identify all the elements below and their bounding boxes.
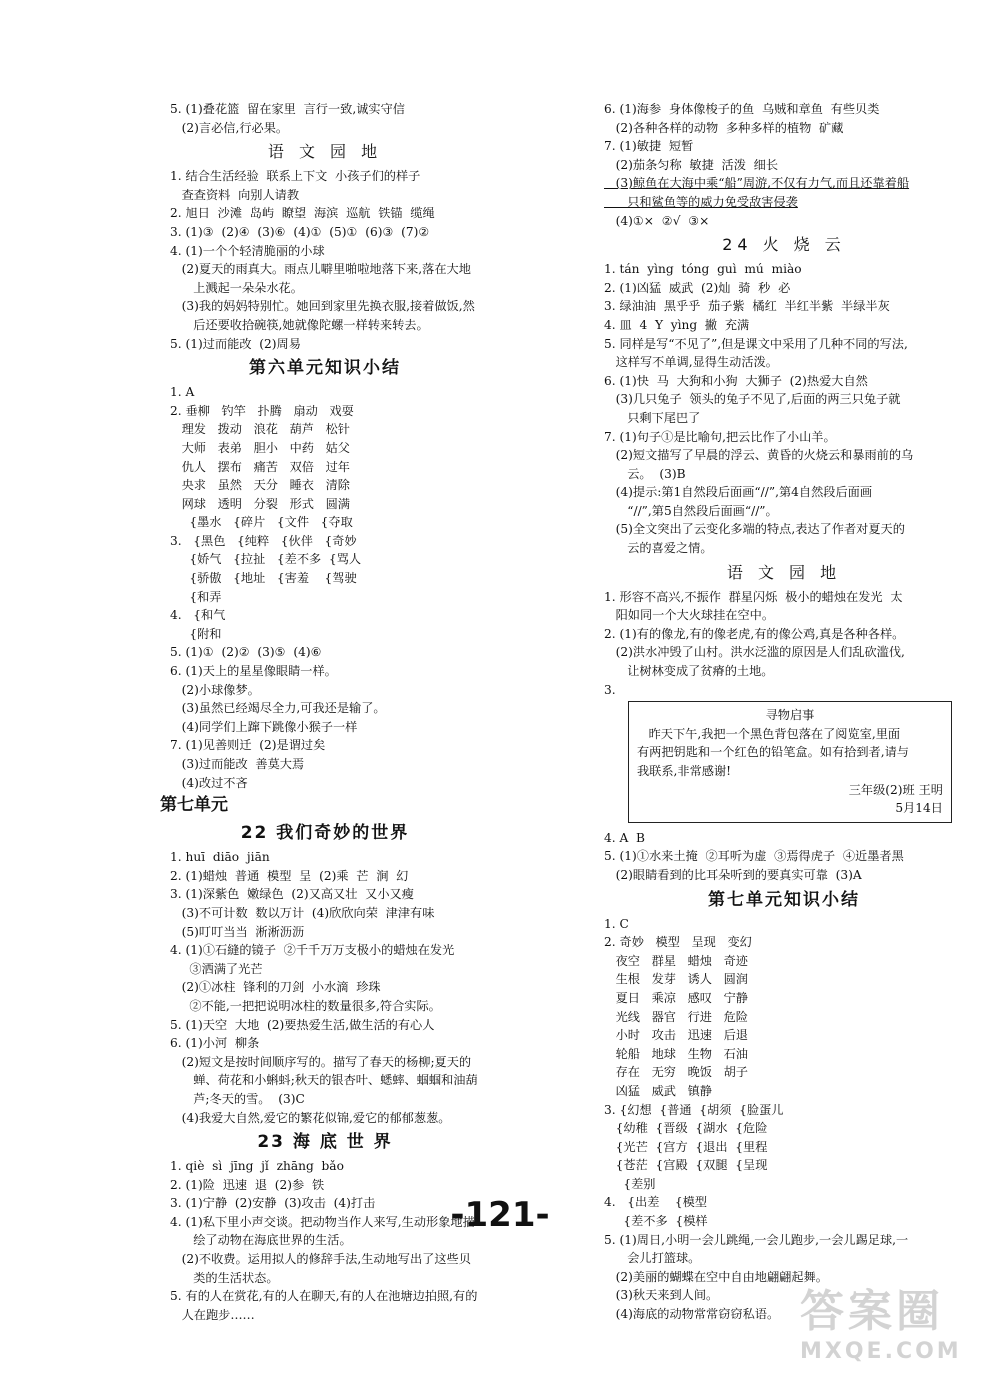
answer-line: 2. (1)蜡烛 普通 模型 呈 (2)乘 芒 涧 幻 <box>170 868 409 883</box>
answer-line: 4. (1)①石縫的镜子 ②千千万万支极小的蜡烛在发光 <box>170 943 455 958</box>
answer-line: 夜空 群星 蜡烛 奇迹 <box>604 953 748 968</box>
section-title: 22 我们奇妙的世界 <box>240 823 410 844</box>
answer-line: 人在跑步…… <box>170 1307 255 1322</box>
answer-line: (3)过而能改 善莫大焉 <box>170 757 305 771</box>
left-answer-column <box>160 100 480 1324</box>
answer-line: ③洒满了光芒 <box>170 961 263 976</box>
answer-line: (2)夏天的雨真大。雨点儿噼里啪啦地落下来,落在大地 <box>170 262 471 277</box>
answer-line: (2)眼睛看到的比耳朵听到的要真实可靠 (3)A <box>604 867 862 882</box>
notice-body-line: 昨天下午,我把一个黑色背包落在了阅览室,里面 <box>637 726 901 741</box>
lost-item-notice <box>628 701 952 823</box>
answer-line: (2)美丽的蝴蝶在空中自由地翩翩起舞。 <box>604 1269 828 1284</box>
answer-line: 1. A <box>170 385 195 400</box>
answer-line: 1. 形容不高兴,不振作 群星闪烁 极小的蜡烛在发光 太 <box>604 589 903 604</box>
answer-line: 蝉、荷花和小蝌蚪;秋天的银杏叶、蟋蟀、蝈蝈和油葫 <box>170 1073 478 1088</box>
answer-line: 上溅起一朵朵水花。 <box>170 280 303 295</box>
answer-line: 1. 结合生活经验 联系上下文 小孩子们的样子 <box>170 169 421 184</box>
answer-line: {和弄 <box>170 589 222 604</box>
answer-line: (4)海底的动物常常窃窃私语。 <box>604 1307 780 1322</box>
answer-line: 阳如同一个大火球挂在空中。 <box>604 608 775 623</box>
answer-line: 6. (1)快 马 大狗和小狗 大狮子 (2)热爱大自然 <box>604 373 868 388</box>
notice-body-line: 我联系,非常感谢! <box>637 764 732 778</box>
answer-line: (2)小球像梦。 <box>170 682 260 697</box>
answer-line: 1. qiè sì jīng jǐ zhāng bǎo <box>170 1159 344 1174</box>
answer-line: 2. 奇妙 模型 呈现 变幻 <box>604 935 752 950</box>
answer-line: 3. (1)③ (2)④ (3)⑥ (4)① (5)① (6)③ (7)② <box>170 224 430 239</box>
answer-line: 5. (1)① (2)② (3)⑤ (4)⑥ <box>170 645 322 660</box>
answer-line: (3)虽然已经竭尽全力,可我还是输了。 <box>170 701 386 716</box>
section-title: 语 文 园 地 <box>726 562 842 582</box>
answer-line: 5. (1)①水来土掩 ②耳听为虚 ③焉得虎子 ④近墨者黑 <box>604 849 904 864</box>
answer-line: 生根 发芽 诱人 圆润 <box>604 972 748 987</box>
answer-line: (3)鲸鱼在大海中乘“船”周游,不仅有力气,而且还靠着船 <box>604 176 910 191</box>
answer-line: (5)叮叮当当 淅淅沥沥 <box>170 924 305 939</box>
answer-line: 3. (1)宁静 (2)安静 (3)攻击 (4)打击 <box>170 1196 376 1211</box>
answer-line: (3)我的妈妈特别忙。她回到家里先换衣服,接着做饭,然 <box>170 299 475 314</box>
answer-line: (4)①× ②√ ③× <box>604 213 710 228</box>
answer-line: 4. 皿 4 Y yìng 撇 充满 <box>604 317 750 332</box>
answer-line: 6. (1)天上的星星像眼睛一样。 <box>170 664 337 679</box>
page-number: -121- <box>450 1195 550 1235</box>
answer-line: (2)各种各样的动物 多种多样的植物 矿藏 <box>604 120 844 135</box>
answer-line: 云。 (3)B <box>604 466 686 481</box>
answer-line: 大师 表弟 胆小 中药 姑父 <box>170 440 350 455</box>
answer-line: {差不多 {模样 <box>604 1214 708 1229</box>
answer-line: 1. C <box>604 916 629 931</box>
answer-line: 4. A B <box>604 830 646 845</box>
section-title: 23 海 底 世 界 <box>257 1132 393 1153</box>
answer-line: 7. (1)敏捷 短暂 <box>604 139 694 154</box>
section-title: 语 文 园 地 <box>267 142 383 162</box>
answer-line: (2)茄条匀称 敏捷 活泼 细长 <box>604 157 779 172</box>
answer-line: 后还要收拾碗筷,她就像陀螺一样转来转去。 <box>170 317 429 332</box>
answer-line: 小时 攻击 迅速 后退 <box>604 1028 748 1043</box>
answer-line: 3. (1)深紫色 嫩绿色 (2)又高又壮 又小又瘦 <box>170 887 414 902</box>
answer-line: 轮船 地球 生物 石油 <box>604 1046 748 1061</box>
answer-line: 5. (1)叠花篮 留在家里 言行一致,诚实守信 <box>170 102 405 116</box>
section-title: 第六单元知识小结 <box>249 358 401 379</box>
unit-heading: 第七单元 <box>160 795 228 816</box>
answer-line: 会儿打篮球。 <box>604 1251 701 1266</box>
answer-line: 6. (1)小河 柳条 <box>170 1036 260 1051</box>
answer-line: (2)短文是按时间顺序写的。描写了春天的杨柳;夏天的 <box>170 1054 472 1069</box>
answer-line: 4. (1)一个个轻清脆丽的小球 <box>170 243 325 258</box>
answer-line: 云的喜爱之情。 <box>604 541 713 556</box>
answer-line: 2. 旭日 沙滩 岛屿 瞭望 海滨 巡航 铁锚 缆绳 <box>170 206 435 221</box>
answer-line: 只和鲨鱼等的威力免受敌害侵袭 <box>604 194 798 209</box>
answer-line: 2. (1)凶猛 威武 (2)灿 骑 秒 必 <box>604 280 791 295</box>
answer-line: {附和 <box>170 626 222 641</box>
answer-line: (4)我爱大自然,爱它的繁花似锦,爱它的郁郁葱葱。 <box>170 1110 451 1125</box>
answer-line: 理发 拨动 浪花 葫芦 松针 <box>170 422 350 437</box>
answer-line: {娇气 {拉扯 {差不多 {骂人 <box>170 552 362 567</box>
answer-line: 6. (1)海参 身体像梭子的鱼 乌贼和章鱼 有些贝类 <box>604 102 880 116</box>
answer-line: 夏日 乘凉 感叹 宁静 <box>604 990 748 1005</box>
answer-line: 7. (1)句子①是比喻句,把云比作了小山羊。 <box>604 429 836 444</box>
answer-line: (4)同学们上蹿下跳像小猴子一样 <box>170 719 358 734</box>
answer-line: 3. {幻想 {普通 {胡须 {脸蛋儿 <box>604 1102 784 1117</box>
notice-body-line: 有两把钥匙和一个红色的铅笔盒。如有拾到者,请与 <box>637 745 909 760</box>
answer-line: 5. (1)天空 大地 (2)要热爱生活,做生活的有心人 <box>170 1017 435 1032</box>
answer-line: 凶猛 威武 镇静 <box>604 1083 712 1098</box>
answer-line: 3. 绿油油 黑乎乎 茄子紫 橘红 半红半紫 半绿半灰 <box>604 299 890 314</box>
answer-line: {幼稚 {晋级 {湖水 {危险 <box>604 1121 768 1136</box>
answer-line: 芦;冬天的雪。 (3)C <box>170 1091 305 1106</box>
answer-line: 网球 透明 分裂 形式 圆满 <box>170 496 350 511</box>
answer-line: 存在 无穷 晚饭 胡子 <box>604 1065 748 1080</box>
answer-line: {墨水 {碎片 {文件 {夺取 <box>170 515 353 530</box>
notice-signature: 三年级(2)班 王明 <box>848 782 943 797</box>
answer-line: 5. (1)周日,小明一会儿跳绳,一会儿跑步,一会儿踢足球,一 <box>604 1232 909 1247</box>
answer-line: 7. (1)见善则迁 (2)是谓过矣 <box>170 738 326 753</box>
answer-line: (2)洪水冲毁了山村。洪水泛滥的原因是人们乱砍滥伐, <box>604 645 905 660</box>
answer-line: “//”,第5自然段后面画“//”。 <box>604 503 778 518</box>
answer-line: 类的生活状态。 <box>170 1270 279 1285</box>
answer-line: 1. tán yìng tóng guì mú miào <box>604 262 802 277</box>
answer-line: {光芒 {宫方 {退出 {里程 <box>604 1139 768 1154</box>
answer-line: 2. (1)有的像龙,有的像老虎,有的像公鸡,真是各种各样。 <box>604 626 905 641</box>
answer-line: (2)不收费。运用拟人的修辞手法,生动地写出了这些贝 <box>170 1252 471 1267</box>
answer-line: 让树林变成了贫瘠的土地。 <box>604 664 774 679</box>
answer-line: (3)秋天来到人间。 <box>604 1288 719 1303</box>
right-answer-column <box>604 100 964 1324</box>
answer-line: 1. huī diāo jiān <box>170 850 270 865</box>
answer-line: (2)短文描写了早晨的浮云、黄昏的火烧云和暴雨前的乌 <box>604 448 914 463</box>
answer-line: (2)①冰柱 锋利的刀剑 小水滴 珍珠 <box>170 980 381 995</box>
section-title: 24 火 烧 云 <box>722 235 846 255</box>
notice-date: 5月14日 <box>895 801 943 816</box>
answer-line: (4)改过不吝 <box>170 775 248 790</box>
answer-line: 这样写不单调,显得生动活泼。 <box>604 355 778 370</box>
answer-line: 2. 垂柳 钓竿 扑腾 扇动 戏耍 <box>170 403 354 418</box>
answer-line: {骄傲 {地址 {害羞 {驾驶 <box>170 571 357 586</box>
answer-line: 央求 虽然 天分 睡衣 清除 <box>170 478 350 493</box>
answer-line: 5. (1)过而能改 (2)周易 <box>170 336 301 351</box>
answer-line: (4)提示:第1自然段后面画“//”,第4自然段后面画 <box>604 485 873 500</box>
answer-line: {苍茫 {宫殿 {双腿 {呈现 <box>604 1158 768 1173</box>
answer-line: 5. 同样是写“不见了”,但是课文中采用了几种不同的写法, <box>604 336 908 351</box>
answer-line: 仇人 摆布 痛苦 双倍 过年 <box>170 459 350 474</box>
answer-line: 4. {和气 <box>170 608 226 623</box>
answer-line: 绘了动物在海底世界的生活。 <box>170 1233 352 1248</box>
question-label: 3. <box>604 682 616 697</box>
answer-line: 2. (1)险 迅速 退 (2)参 铁 <box>170 1177 325 1192</box>
answer-line: {差别 <box>604 1176 656 1191</box>
answer-line: 5. 有的人在赏花,有的人在聊天,有的人在池塘边拍照,有的 <box>170 1289 478 1304</box>
watermark-logo <box>800 1275 990 1383</box>
answer-line: 只剩下尾巴了 <box>604 410 701 425</box>
watermark-top: 答案圈 <box>800 1286 944 1337</box>
answer-line: 4. (1)私下里小声交谈。把动物当作人来写,生动形象地描 <box>170 1214 475 1229</box>
answer-line: (2)言必信,行必果。 <box>170 120 289 135</box>
section-title: 第七单元知识小结 <box>708 889 860 910</box>
notice-title: 寻物启事 <box>765 708 815 723</box>
answer-line: 查查资料 向别人请教 <box>170 187 300 202</box>
answer-line: 4. {出差 {模型 <box>604 1195 708 1210</box>
answer-line: ②不能,一把把说明冰柱的数量很多,符合实际。 <box>170 998 441 1013</box>
answer-line: 光线 器官 行进 危险 <box>604 1009 748 1024</box>
answer-line: (5)全文突出了云变化多端的特点,表达了作者对夏天的 <box>604 522 905 537</box>
answer-line: (3)几只兔子 领头的兔子不见了,后面的两三只兔子就 <box>604 392 901 407</box>
answer-line: 3. {黑色 {纯粹 {伙伴 {奇妙 <box>170 533 357 548</box>
answer-line: (3)不可计数 数以万计 (4)欣欣向荣 津津有味 <box>170 905 435 920</box>
watermark-bottom: MXQE.COM <box>800 1339 962 1364</box>
